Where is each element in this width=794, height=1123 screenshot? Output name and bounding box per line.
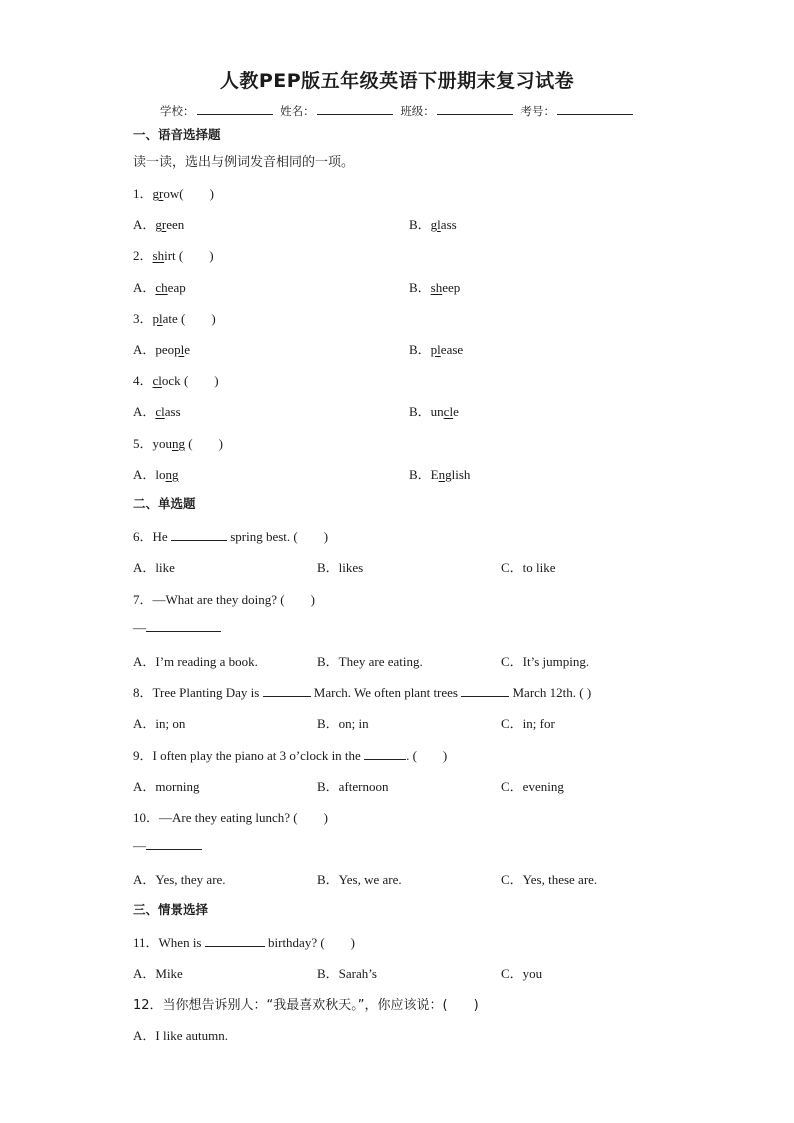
section-1-instruction: 读一读，选出与例词发音相同的一项。 [133, 155, 355, 170]
question-11 [133, 932, 355, 951]
option-b[interactable] [409, 214, 457, 233]
underlined-letters: ch [155, 280, 168, 295]
word-part: ate [162, 311, 178, 326]
dash: — [133, 620, 146, 635]
section-2-heading: 二、单选题 [133, 496, 196, 511]
fill-blank[interactable] [171, 530, 227, 541]
question-10 [133, 807, 328, 826]
question-number: 7． [133, 592, 153, 607]
underlined-letters: cl [155, 404, 165, 419]
question-9 [133, 745, 447, 764]
question-number: 1． [133, 186, 153, 201]
question-number: 9． [133, 748, 153, 763]
answer-parentheses[interactable]: ( ) [183, 373, 219, 388]
question-1 [133, 183, 214, 202]
question-3 [133, 308, 216, 327]
fill-blank[interactable] [205, 936, 265, 947]
answer-parentheses[interactable]: ( ) [188, 436, 223, 451]
word-part: eap [167, 280, 186, 295]
option-c[interactable]: C．It’s jumping. [501, 654, 590, 669]
underlined-letters: gr [152, 186, 164, 201]
question-number: 4． [133, 373, 153, 388]
fill-blank[interactable] [263, 686, 311, 697]
question-7 [133, 589, 315, 608]
option-c[interactable]: C．you [501, 966, 543, 981]
dash: — [133, 838, 146, 853]
option-label: A． [133, 217, 156, 232]
question-text: 当你想告诉别人：“我最喜欢秋天。”，你应该说：( ) [162, 998, 479, 1013]
question-text: When is [158, 935, 202, 950]
option-a[interactable] [133, 464, 179, 483]
student-info-row [160, 103, 637, 119]
question-text: —Are they eating lunch? ( ) [159, 810, 328, 825]
option-a[interactable] [133, 401, 181, 420]
underlined-letters: pl [430, 342, 441, 357]
question-number: 12． [133, 998, 163, 1013]
option-b[interactable] [409, 401, 459, 420]
option-a[interactable]: A．like [133, 560, 175, 575]
option-a[interactable]: A．I like autumn. [133, 1028, 228, 1043]
exam-number-label: 考号： [520, 104, 555, 118]
question-number: 10． [133, 810, 160, 825]
option-a[interactable]: A．Mike [133, 966, 183, 981]
option-label: B． [409, 342, 431, 357]
option-label: B． [409, 467, 431, 482]
word-part: eep [442, 280, 461, 295]
option-label: A． [133, 404, 156, 419]
word-part: you [152, 436, 173, 451]
word-part: ock [161, 373, 181, 388]
fill-blank[interactable] [146, 839, 202, 850]
exam-title: 人教PEP版五年级英语下册期末复习试卷 [219, 70, 575, 92]
underlined-letters: cl [443, 404, 454, 419]
underlined-letters: sh [430, 280, 443, 295]
question-5 [133, 433, 223, 452]
question-6 [133, 526, 328, 545]
word-part: lo [155, 467, 166, 482]
answer-parentheses[interactable]: ( ) [178, 248, 214, 263]
answer-line [133, 620, 221, 636]
option-c[interactable]: C．evening [501, 779, 564, 794]
answer-parentheses[interactable]: ( ) [181, 311, 216, 326]
underlined-letters: ng [172, 436, 186, 451]
option-label: B． [409, 280, 431, 295]
word-part: ease [440, 342, 464, 357]
option-b[interactable]: B．They are eating. [317, 654, 423, 669]
answer-parentheses[interactable]: ( ) [179, 186, 214, 201]
word-part: ass [440, 217, 457, 232]
section-3-heading: 三、情景选择 [133, 902, 209, 917]
option-label: A． [133, 280, 156, 295]
option-c[interactable]: C．to like [501, 560, 556, 575]
option-a[interactable]: A．morning [133, 779, 200, 794]
question-number: 8． [133, 685, 153, 700]
question-number: 2． [133, 248, 153, 263]
word-part: een [166, 217, 185, 232]
fill-blank[interactable] [461, 686, 509, 697]
question-text: . ( ) [406, 748, 448, 763]
word-part: peo [155, 342, 175, 357]
question-text: Tree Planting Day is [152, 685, 260, 700]
option-a[interactable]: A．I’m reading a book. [133, 654, 258, 669]
underlined-letters: gr [155, 217, 167, 232]
option-a[interactable] [133, 214, 184, 233]
underlined-letters: gl [430, 217, 441, 232]
option-a[interactable] [133, 277, 186, 296]
exam-number-blank[interactable] [557, 104, 633, 115]
question-2 [133, 245, 214, 264]
question-number: 3． [133, 311, 153, 326]
option-b[interactable] [409, 464, 470, 483]
word-part: ow [163, 186, 180, 201]
option-c[interactable]: C．Yes, these are. [501, 872, 598, 887]
section-1-heading: 一、语音选择题 [133, 127, 221, 142]
underlined-letters: ng [438, 467, 452, 482]
question-text: —What are they doing? ( ) [152, 592, 315, 607]
option-b[interactable]: B．on; in [317, 716, 369, 731]
option-label: B． [409, 404, 431, 419]
question-number: 5． [133, 436, 153, 451]
option-b[interactable] [409, 277, 460, 296]
underlined-letters: pl [152, 311, 163, 326]
question-4 [133, 370, 219, 389]
option-label: B． [409, 217, 431, 232]
class-blank[interactable] [437, 104, 513, 115]
option-b[interactable]: B．Sarah’s [317, 966, 377, 981]
question-text: I often play the piano at 3 o’clock in the [152, 748, 361, 763]
word-part: irt [164, 248, 176, 263]
question-number: 6． [133, 529, 153, 544]
option-b[interactable]: B．Yes, we are. [317, 872, 402, 887]
word-part: un [430, 404, 444, 419]
underlined-letters: sh [152, 248, 165, 263]
fill-blank[interactable] [364, 749, 406, 760]
option-b[interactable]: B．afternoon [317, 779, 389, 794]
answer-line [133, 838, 202, 854]
word-part: E [430, 467, 439, 482]
word-part: ass [164, 404, 181, 419]
option-label: A． [133, 342, 156, 357]
option-c[interactable]: C．in; for [501, 716, 555, 731]
option-b[interactable] [409, 339, 463, 358]
option-a[interactable]: A．in; on [133, 716, 186, 731]
question-number: 11． [133, 935, 159, 950]
question-text: He [152, 529, 168, 544]
name-blank[interactable] [317, 104, 393, 115]
fill-blank[interactable] [146, 621, 221, 632]
question-text: March 12th. ( ) [512, 685, 592, 700]
question-text: March. We often plant trees [313, 685, 458, 700]
school-blank[interactable] [197, 104, 273, 115]
school-label: 学校： [160, 104, 195, 118]
word-part: e [184, 342, 191, 357]
word-part: lish [451, 467, 471, 482]
option-a[interactable] [133, 339, 190, 358]
question-12 [133, 994, 479, 1013]
class-label: 班级： [400, 104, 435, 118]
question-8 [133, 682, 591, 701]
option-label: A． [133, 467, 156, 482]
option-b[interactable]: B．likes [317, 560, 364, 575]
question-text: spring best. ( ) [230, 529, 329, 544]
option-a[interactable]: A．Yes, they are. [133, 872, 226, 887]
word-part: e [453, 404, 459, 419]
underlined-letters: pl [174, 342, 185, 357]
question-text: birthday? ( ) [268, 935, 356, 950]
underlined-letters: cl [152, 373, 162, 388]
underlined-letters: ng [165, 467, 179, 482]
name-label: 姓名： [280, 104, 315, 118]
